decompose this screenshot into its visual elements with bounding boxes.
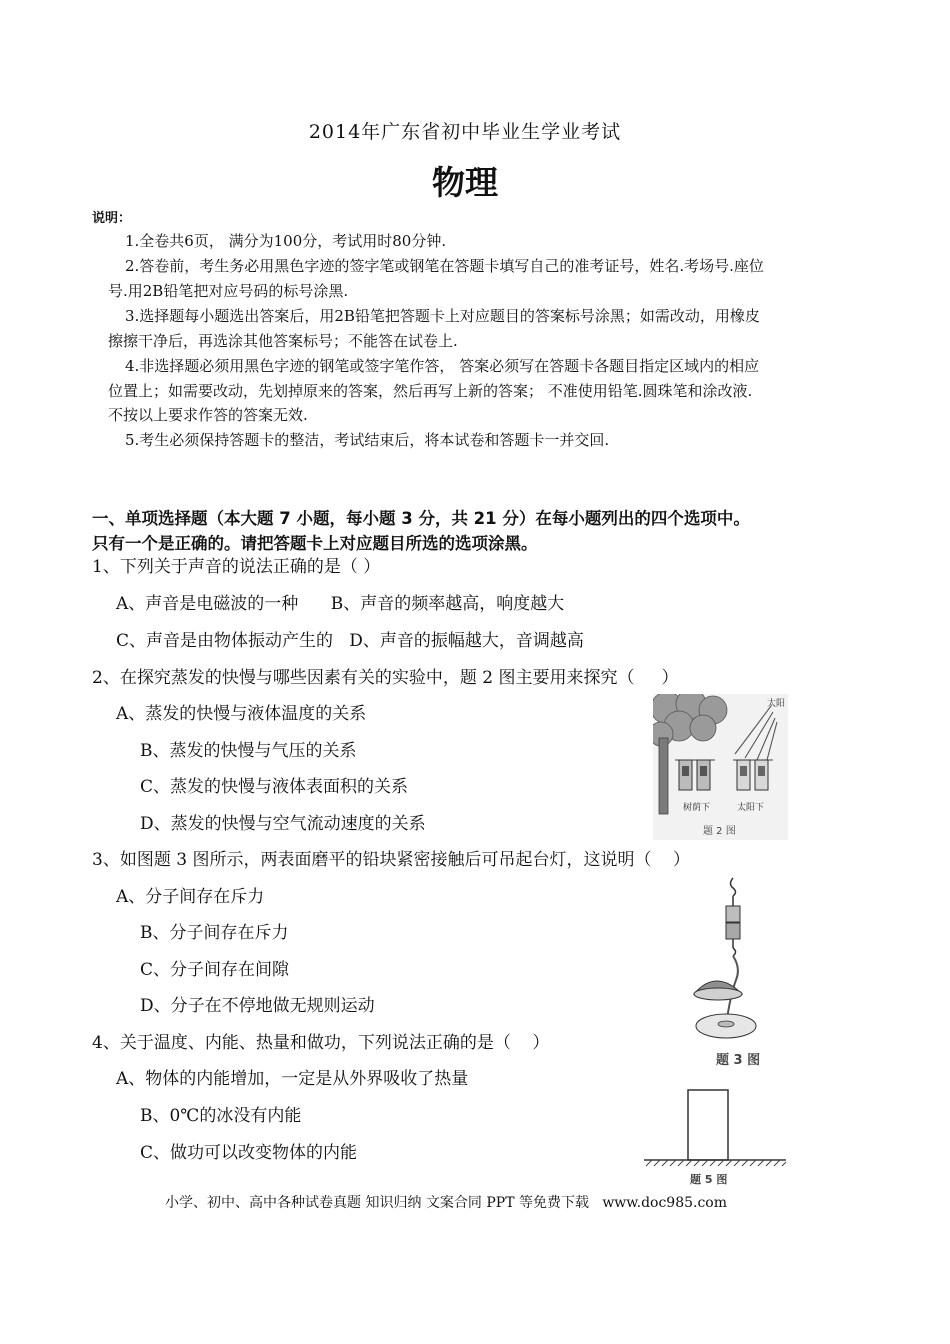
notes-heading: 说明： [92, 211, 132, 226]
note-line-9: 5.考生必须保持答题卡的整洁，考试结束后，将本试卷和答题卡一并交回. [125, 431, 610, 449]
note-line-8: 不按以上要求作答的答案无效. [108, 406, 308, 424]
section-heading-line-1: 一、单项选择题（本大题 7 小题，每小题 3 分，共 21 分）在每小题列出的四个选项中。 [92, 509, 750, 528]
q3-option-a: A、分子间存在斥力 [116, 887, 265, 907]
q2-option-b: B、蒸发的快慢与气压的关系 [140, 741, 357, 761]
figure-5-caption: 题 5 图 [690, 1173, 728, 1186]
q2-option-d: D、蒸发的快慢与空气流动速度的关系 [140, 814, 426, 834]
subject-title: 物理 [432, 163, 498, 202]
q4-option-b: B、0℃的冰没有内能 [140, 1106, 302, 1126]
note-line-5: 擦擦干净后，再选涂其他答案标号；不能答在试卷上. [108, 332, 458, 350]
note-line-1: 1.全卷共6页， 满分为100分，考试用时80分钟. [125, 232, 447, 250]
exam-title: 2014年广东省初中毕业生学业考试 [308, 121, 622, 143]
q2-option-a: A、蒸发的快慢与液体温度的关系 [116, 704, 367, 724]
q1-options-row-2: C、声音是由物体振动产生的 D、声音的振幅越大，音调越高 [116, 631, 584, 651]
figure-3-caption: 题 3 图 [716, 1053, 761, 1068]
figure-2-caption: 题 2 图 [703, 826, 736, 837]
q2-option-c: C、蒸发的快慢与液体表面积的关系 [140, 777, 409, 797]
figure-5 [640, 1084, 790, 1188]
note-line-7: 位置上；如需要改动，先划掉原来的答案，然后再写上新的答案； 不准使用铅笔.圆珠笔和涂改液. [108, 382, 753, 400]
figure-2-sunlit-label: 太阳下 [737, 803, 765, 813]
q3-option-b: B、分子间存在斥力 [140, 923, 289, 943]
figure-2-sun-label: 太阳 [767, 699, 786, 709]
note-line-2: 2.答卷前，考生务必用黑色字迹的签字笔或钢笔在答题卡填写自己的准考证号，姓名.考场号.座位 [125, 257, 764, 275]
figure-5-drawing [640, 1084, 790, 1188]
page-footer: 小学、初中、高中各种试卷真题 知识归纳 文案合同 PPT 等免费下载 www.doc985.com [165, 1195, 728, 1211]
figure-2-shade-label: 树荫下 [683, 803, 711, 813]
note-line-3: 号.用2B铅笔把对应号码的标号涂黑. [108, 282, 349, 300]
figure-2-drawing [653, 694, 788, 840]
q4-option-c: C、做功可以改变物体的内能 [140, 1143, 358, 1163]
figure-3-drawing [686, 876, 786, 1072]
q4-option-a: A、物体的内能增加，一定是从外界吸收了热量 [116, 1069, 469, 1089]
q2-stem: 2、在探究蒸发的快慢与哪些因素有关的实验中，题 2 图主要用来探究（ ） [92, 668, 679, 688]
q3-option-c: C、分子间存在间隙 [140, 960, 290, 980]
figure-2 [653, 694, 788, 840]
q4-stem: 4、关于温度、内能、热量和做功，下列说法正确的是（ ） [92, 1033, 550, 1053]
note-line-6: 4.非选择题必须用黑色字迹的钢笔或签字笔作答， 答案必须写在答题卡各题目指定区域内的相应 [125, 357, 760, 375]
q3-option-d: D、分子在不停地做无规则运动 [140, 996, 375, 1016]
q1-stem: 1、下列关于声音的说法正确的是（ ） [92, 557, 381, 577]
q3-stem: 3、如图题 3 图所示，两表面磨平的铅块紧密接触后可吊起台灯，这说明（ ） [92, 850, 691, 870]
figure-3 [686, 876, 786, 1072]
q1-options-row-1: A、声音是电磁波的一种 B、声音的频率越高，响度越大 [116, 594, 565, 614]
section-heading-line-2: 只有一个是正确的。请把答题卡上对应题目所选的选项涂黑。 [92, 534, 538, 553]
note-line-4: 3.选择题每小题选出答案后，用2B铅笔把答题卡上对应题目的答案标号涂黑；如需改动，用橡皮 [125, 307, 760, 325]
